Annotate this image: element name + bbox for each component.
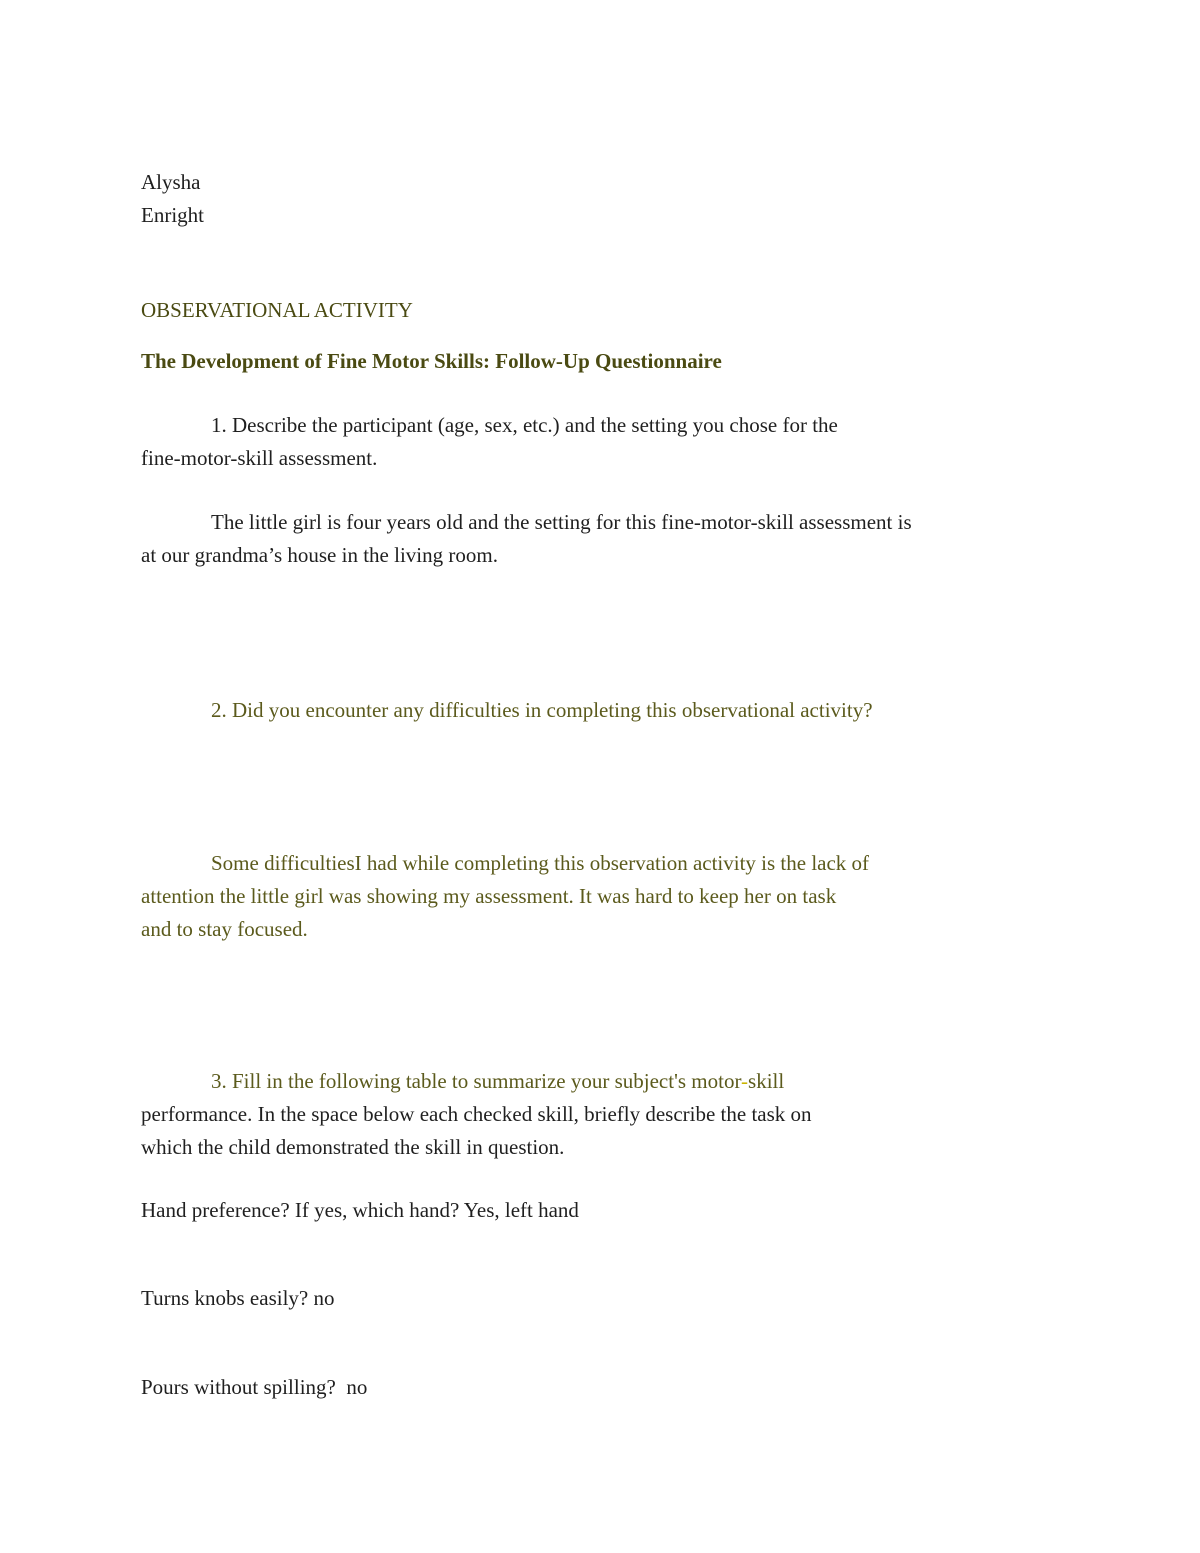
author-last-name: Enright: [141, 203, 204, 227]
q3-question-line1-part-b: skill: [748, 1069, 785, 1093]
q3-question-line3: which the child demonstrated the skill in question.: [141, 1135, 565, 1159]
q3-item-hand-preference: Hand preference? If yes, which hand? Yes, left hand: [141, 1198, 579, 1222]
q3-question-line1: [211, 1067, 784, 1095]
q3-question-line1-dash: -: [741, 1069, 749, 1093]
q1-answer-line1: The little girl is four years old and the setting for this fine-motor-skill assessment is: [211, 510, 912, 534]
q2-answer-line2: attention the little girl was showing my assessment. It was hard to keep her on task: [141, 884, 837, 908]
activity-label: OBSERVATIONAL ACTIVITY: [141, 298, 413, 322]
page-title: The Development of Fine Motor Skills: Follow-Up Questionnaire: [141, 349, 722, 373]
q2-question: 2. Did you encounter any difficulties in completing this observational activity?: [211, 698, 873, 722]
q3-item-pours-without-spilling: Pours without spilling? no: [141, 1375, 368, 1399]
q1-question-line2: fine-motor-skill assessment.: [141, 446, 378, 470]
q1-answer-line2: at our grandma’s house in the living room.: [141, 543, 498, 567]
q3-question-line2: performance. In the space below each checked skill, briefly describe the task on: [141, 1102, 812, 1126]
q1-question-line1: 1. Describe the participant (age, sex, etc.) and the setting you chose for the: [211, 413, 838, 437]
q2-answer-line3: and to stay focused.: [141, 917, 308, 941]
q3-question-line1-part-a: 3. Fill in the following table to summarize your subject's motor: [211, 1069, 742, 1093]
q3-item-turns-knobs: Turns knobs easily? no: [141, 1286, 335, 1310]
author-first-name: Alysha: [141, 170, 201, 194]
q2-answer-line1: Some difficultiesI had while completing this observation activity is the lack of: [211, 851, 870, 875]
